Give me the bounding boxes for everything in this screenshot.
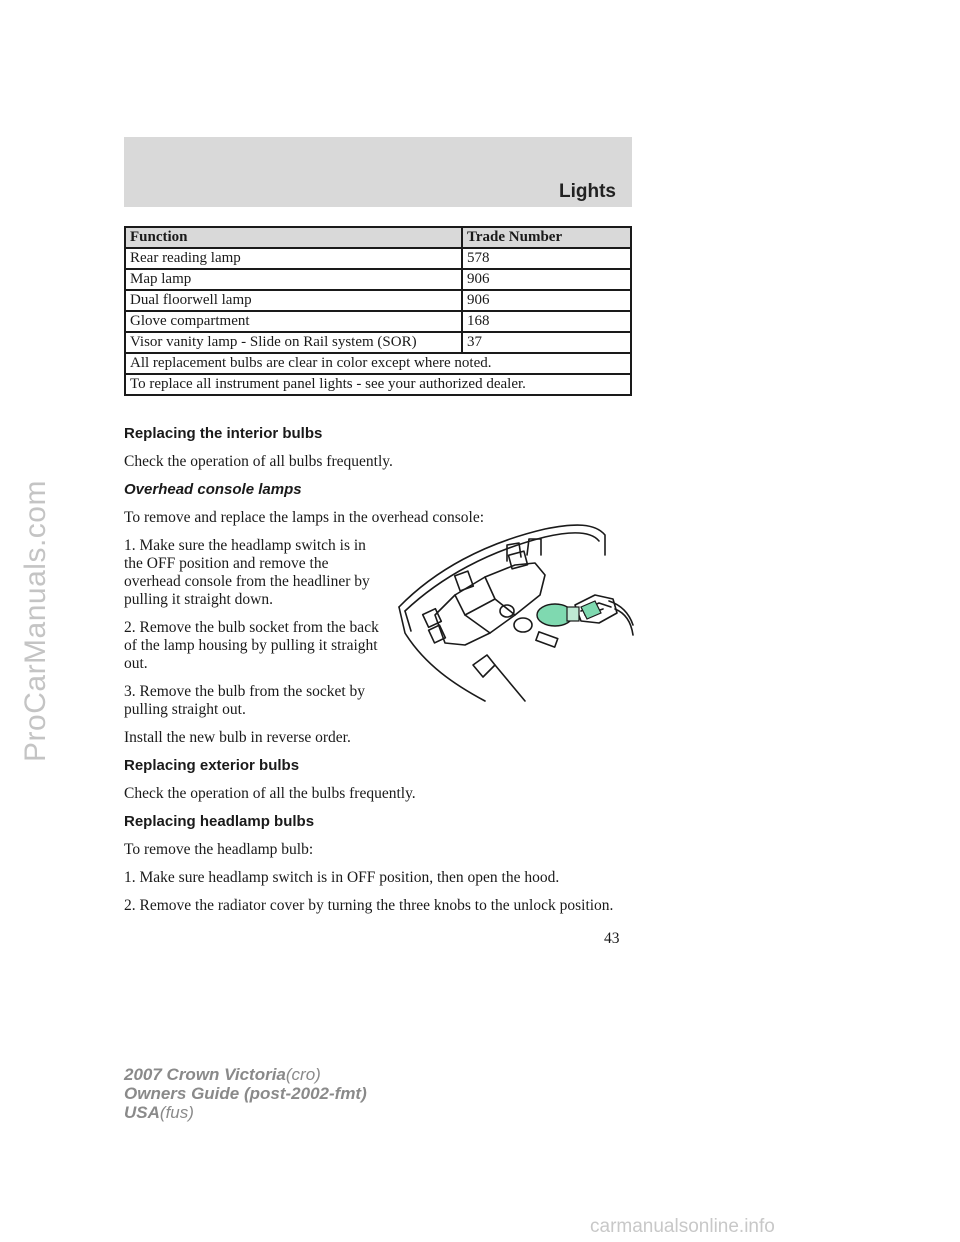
page-number: 43 [604, 930, 620, 947]
section-title: Lights [559, 181, 616, 202]
footer-line-2 [124, 1084, 367, 1103]
paragraph: To remove and replace the lamps in the overhead console: [124, 509, 485, 526]
bulb-table [124, 226, 632, 396]
footer-model-code: (cro) [285, 1065, 321, 1084]
step: 3. Remove the bulb from the socket by pulling straight out. [124, 683, 366, 718]
table-header-trade-number: Trade Number [462, 227, 631, 248]
overhead-console-bulb-illustration [395, 515, 635, 703]
step: 1. Make sure headlamp switch is in OFF position, then open the hood. [124, 869, 560, 886]
console-diagram-icon [395, 515, 635, 703]
step: 2. Remove the radiator cover by turning the three knobs to the unlock position. [124, 897, 614, 914]
table-row [125, 248, 631, 269]
footer-market: USA [124, 1103, 160, 1122]
table-note: All replacement bulbs are clear in color except where noted. [125, 353, 631, 374]
heading-headlamp-bulbs: Replacing headlamp bulbs [124, 813, 315, 830]
table-cell-trade-number: 578 [462, 248, 631, 269]
footer-doc-info [124, 1065, 367, 1122]
heading-exterior-bulbs: Replacing exterior bulbs [124, 757, 300, 774]
step: 2. Remove the bulb socket from the back of the lamp housing by pulling it straight out. [124, 619, 379, 672]
table-cell-function: Visor vanity lamp - Slide on Rail system (SOR) [125, 332, 462, 353]
table-cell-trade-number: 168 [462, 311, 631, 332]
footer-guide: Owners Guide (post-2002-fmt) [124, 1084, 367, 1103]
watermark-left-text: ProCarManuals.com [19, 480, 52, 762]
footer-line-3 [124, 1103, 367, 1122]
watermark-left [8, 0, 64, 1242]
footer-market-code: (fus) [159, 1103, 194, 1122]
table-cell-function: Glove compartment [125, 311, 462, 332]
heading-overhead-console: Overhead console lamps [124, 481, 302, 498]
table-note-row [125, 374, 631, 395]
heading-interior-bulbs: Replacing the interior bulbs [124, 425, 323, 442]
table-cell-trade-number: 906 [462, 269, 631, 290]
table-cell-function: Dual floorwell lamp [125, 290, 462, 311]
table-header-row [125, 227, 631, 248]
table-row [125, 290, 631, 311]
table-row [125, 332, 631, 353]
paragraph: To remove the headlamp bulb: [124, 841, 314, 858]
table-row [125, 311, 631, 332]
paragraph: Install the new bulb in reverse order. [124, 729, 351, 746]
table-header-function: Function [125, 227, 462, 248]
table-note-row [125, 353, 631, 374]
section-header-band [124, 137, 632, 207]
table-cell-function: Map lamp [125, 269, 462, 290]
footer-line-1 [124, 1065, 367, 1084]
table-cell-function: Rear reading lamp [125, 248, 462, 269]
watermark-bottom: carmanualsonline.info [590, 1216, 775, 1237]
paragraph: Check the operation of all the bulbs frequently. [124, 785, 416, 802]
table-note: To replace all instrument panel lights - see your authorized dealer. [125, 374, 631, 395]
table-cell-trade-number: 37 [462, 332, 631, 353]
table-row [125, 269, 631, 290]
footer-model: 2007 Crown Victoria [124, 1065, 286, 1084]
step: 1. Make sure the headlamp switch is in the OFF position and remove the overhead console from the headliner by pulling it straight down. [124, 537, 370, 608]
paragraph: Check the operation of all bulbs frequently. [124, 453, 393, 470]
table-cell-trade-number: 906 [462, 290, 631, 311]
